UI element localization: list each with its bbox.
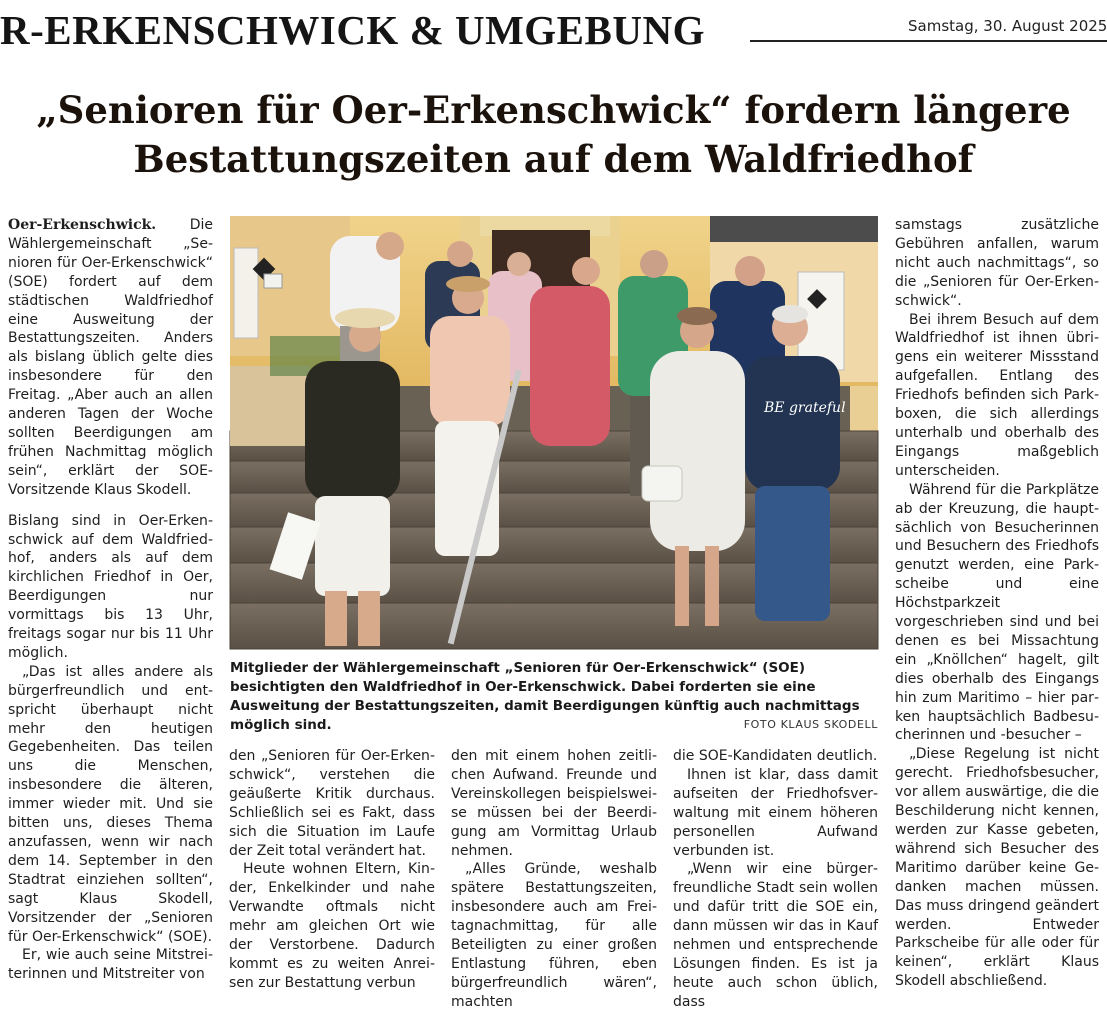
article-photo	[230, 216, 878, 649]
shirt-print: BE grateful	[764, 400, 846, 416]
article-paragraph: Ihnen ist klar, dass damit aufseiten der Friedhofsverwaltung mit einem höheren personellen Aufwand verbunden ist.	[673, 766, 878, 859]
lead-text: Die Wählergemeinschaft „Senioren für Oer-Erkenschwick“ (SOE) fordert auf dem städtischen Waldfriedhof eine Ausweitung der Bestattungszeiten. Anders als bislang üblich gelte dies insbesondere für den Freitag. „Aber auch an allen anderen Tagen der Woche sollten Beerdigungen am frühen Nachmittag möglich sein“, erklärt der SOE-Vorsitzende Klaus Skodell.	[8, 217, 213, 498]
article-column-4	[673, 747, 878, 1010]
article-column-1	[8, 216, 213, 996]
article-paragraph: „Das ist alles andere als bürgerfreundlich und entspricht überhaupt nicht mehr den heutigen Gegebenheiten. Das teilen uns die Menschen, insbesondere die älteren, immer wieder mit. Und sie bitten uns, dieses Thema anzufassen, wenn wir nach dem 14. September in den Stadtrat einziehen sollten“, sagt Klaus Skodell, Vorsitzender der „Senioren für Oer-Erkenschwick“ (SOE).	[8, 663, 213, 945]
issue-date: Samstag, 30. August 2025	[908, 17, 1107, 35]
article-paragraph	[8, 216, 213, 500]
article-paragraph: Bislang sind in Oer-Erkenschwick auf dem Waldfriedhof, anders als auf dem kirchlichen Friedhof in Oer, Beerdigungen nur vormittags bis 13 Uhr, freitags sogar nur bis 11 Uhr möglich.	[8, 512, 213, 661]
photo-caption: Mitglieder der Wählergemeinschaft „Senioren für Oer-Erkenschwick“ (SOE) besichtigten den Waldfriedhof in Oer-Erkenschwick. Dabei forderten sie eine Ausweitung der Bestattungszeiten, damit Beerdigungen künftig auch nachmittags möglich sind.	[230, 660, 860, 733]
article-paragraph: den mit einem hohen zeitlichen Aufwand. Freunde und Vereinskollegen beispielsweise müssen bei der Beerdigung am Vormittag Urlaub nehmen.	[451, 748, 657, 859]
article-column-2	[229, 747, 435, 997]
article-column-5	[895, 216, 1099, 996]
section-title: R-ERKENSCHWICK & UMGEBUNG	[0, 7, 705, 53]
article-paragraph: „Wenn wir eine bürgerfreundliche Stadt sein wollen und dafür tritt die SOE ein, dann müssen wir das in Kauf nehmen und entsprechende Lösungen finden. Es ist ja heute auch schon üblich, dass	[673, 861, 878, 1010]
article-column-3	[451, 747, 657, 1010]
article-paragraph: „Alles Gründe, weshalb spätere Bestattungszeiten, insbesondere auch am Freitagnachmittag, für alle Beteiligten zu einer großen Entlastung führen, eben bürgerfreundlich wären“, machten	[451, 861, 657, 1010]
header-rule	[750, 40, 1107, 42]
dateline: Oer-Erkenschwick.	[8, 217, 157, 233]
photo-credit: FOTO KLAUS SKODELL	[743, 718, 878, 731]
article-paragraph: die SOE-Kandidaten deutlich.	[673, 748, 878, 764]
group-photo-illustration	[230, 216, 878, 649]
article-paragraph: Bei ihrem Besuch auf dem Waldfriedhof ist ihnen übrigens ein weiterer Missstand aufgefallen. Entlang des Friedhofs befinden sich Parkboxen, die sich allerdings unterhalb und oberhalb des Eingangs maßgeblich unterscheiden.	[895, 311, 1099, 479]
article-paragraph: „Diese Regelung ist nicht gerecht. Friedhofsbesucher, vor allem auswärtige, die die Beschilderung nicht kennen, werden zur Kasse gebeten, während sich Besucher des Maritimo darüber keine Gedanken machen müssen. Das muss dringend geändert werden. Entweder Parkscheibe für alle oder für keinen“, erklärt Klaus Skodell abschließend.	[895, 746, 1099, 990]
article-paragraph: Während für die Parkplätze ab der Kreuzung, die hauptsächlich von Besucherinnen und Besuchern des Friedhofs genutzt werden, eine Parkscheibe und eine Höchstparkzeit vorgeschrieben sind und bei denen es bei Missachtung ein „Knöllchen“ hagelt, gilt dies oberhalb des Eingangs hin zum Maritimo – hier parken hauptsächlich Badbesucherinnen und -besucher –	[895, 481, 1099, 744]
article-paragraph: samstags zusätzliche Gebühren anfallen, warum nicht auch nachmittags“, so die „Senioren für Oer-Erkenschwick“.	[895, 217, 1099, 309]
article-paragraph: Heute wohnen Eltern, Kinder, Enkelkinder und nahe Verwandte oftmals nicht mehr am gleichen Ort wie der Verstorbene. Dadurch kommt es zu weiten Anreisen zur Bestattung verbun	[229, 861, 435, 991]
article-paragraph: den „Senioren für Oer-Erkenschwick“, verstehen die geäußerte Kritik durchaus. Schließlich sei es Fakt, dass sich die Situation im Laufe der Zeit total verändert hat.	[229, 748, 435, 859]
article-paragraph: Er, wie auch seine Mitstreiterinnen und Mitstreiter von	[8, 947, 213, 983]
article-headline: „Senioren für Oer-Erkenschwick“ fordern längere Bestattungszeiten auf dem Waldfriedhof	[36, 88, 1071, 181]
